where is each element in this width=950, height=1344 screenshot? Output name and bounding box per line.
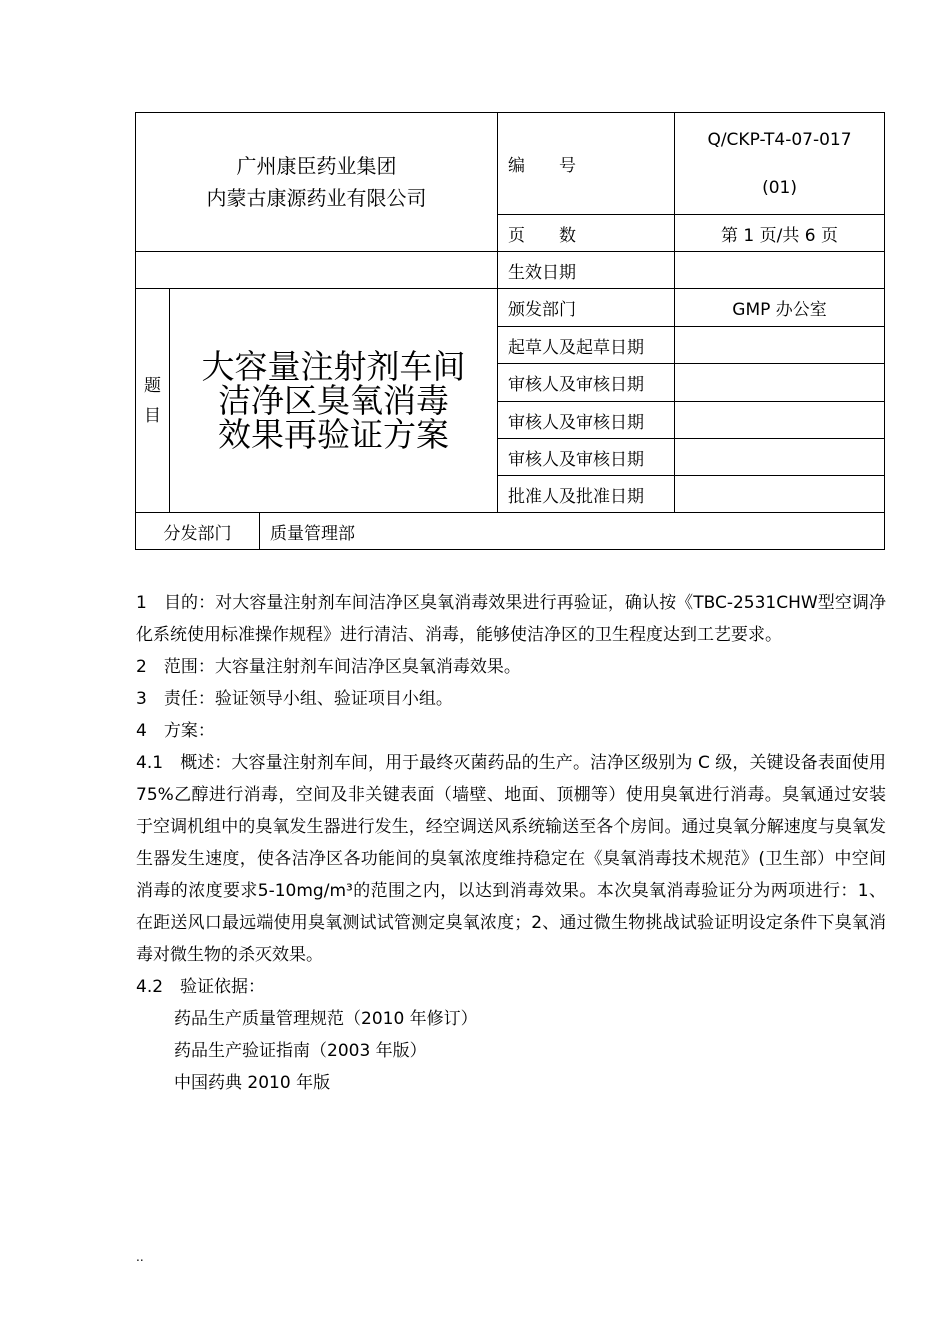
effective-date-value [675, 252, 885, 289]
pages-label: 页 数 [498, 215, 675, 252]
reviewer2-label: 审核人及审核日期 [498, 402, 675, 439]
company-name-line2: 内蒙古康源药业有限公司 [206, 186, 427, 210]
reference-item-2: 药品生产验证指南（2003 年版） [174, 1041, 427, 1061]
reference-item-1: 药品生产质量管理规范（2010 年修订） [174, 1009, 478, 1029]
drafter-label: 起草人及起草日期 [498, 327, 675, 364]
code-label: 编 号 [498, 113, 675, 215]
reference-item-3: 中国药典 2010 年版 [174, 1073, 331, 1093]
topic-char-1: 题 [144, 375, 161, 396]
section-responsibility: 3 责任：验证领导小组、验证项目小组。 [136, 689, 453, 709]
issuer-value: GMP 办公室 [675, 289, 885, 327]
effective-date-label: 生效日期 [498, 252, 675, 289]
blank-cell [136, 252, 498, 289]
document-body [136, 587, 886, 1099]
section-basis: 4.2 验证依据： [136, 977, 266, 997]
code-value-line2: (01) [762, 177, 797, 198]
footer-dots: .. [136, 1250, 144, 1264]
reviewer1-value [675, 364, 885, 402]
code-value-cell [675, 113, 885, 215]
company-name-line1: 广州康臣药业集团 [236, 154, 397, 178]
document-title-cell [170, 289, 498, 513]
approver-label: 批准人及批准日期 [498, 476, 675, 513]
reviewer3-label: 审核人及审核日期 [498, 439, 675, 476]
reviewer2-value [675, 402, 885, 439]
topic-char-2: 目 [144, 405, 161, 426]
section-plan: 4 方案： [136, 721, 215, 741]
code-value-line1: Q/CKP-T4-07-017 [707, 129, 852, 150]
distribution-label: 分发部门 [136, 513, 260, 550]
pages-value: 第 1 页/共 6 页 [675, 215, 885, 252]
reviewer1-label: 审核人及审核日期 [498, 364, 675, 402]
reviewer3-value [675, 439, 885, 476]
section-purpose: 1 目的：对大容量注射剂车间洁净区臭氧消毒效果进行再验证，确认按《TBC-2531CHW型空调净化系统使用标准操作规程》进行清洁、消毒，能够使洁净区的卫生程度达到工艺要求。 [136, 593, 886, 645]
distribution-value: 质量管理部 [260, 513, 885, 550]
issuer-label: 颁发部门 [498, 289, 675, 327]
approver-value [675, 476, 885, 513]
drafter-value [675, 327, 885, 364]
company-name-cell [136, 113, 498, 252]
document-title-line3: 效果再验证方案 [218, 414, 449, 454]
document-title-line1: 大容量注射剂车间 [201, 346, 466, 386]
section-overview: 4.1 概述：大容量注射剂车间，用于最终灭菌药品的生产。洁净区级别为 C 级，关键设备表面使用 75%乙醇进行消毒，空间及非关键表面（墙壁、地面、顶棚等）使用臭氧进行消毒。臭氧通过安装于空调机组中的臭氧发生器进行发生，经空调送风系统输送至各个房间。通过臭氧分解速度与臭氧发生器发生速度，使各洁净区各功能间的臭氧浓度维持稳定在《臭氧消毒技术规范》(卫生部）中空间消毒的浓度要求5-10mg/m³的范围之内，以达到消毒效果。本次臭氧消毒验证分为两项进行：1、在距送风口最远端使用臭氧测试试管测定臭氧浓度；2、通过微生物挑战试验证明设定条件下臭氧消毒对微生物的杀灭效果。 [136, 753, 886, 965]
section-scope: 2 范围：大容量注射剂车间洁净区臭氧消毒效果。 [136, 657, 521, 677]
topic-label-cell [136, 289, 170, 513]
document-header-table [135, 112, 885, 550]
document-title-line2: 洁净区臭氧消毒 [218, 380, 449, 420]
